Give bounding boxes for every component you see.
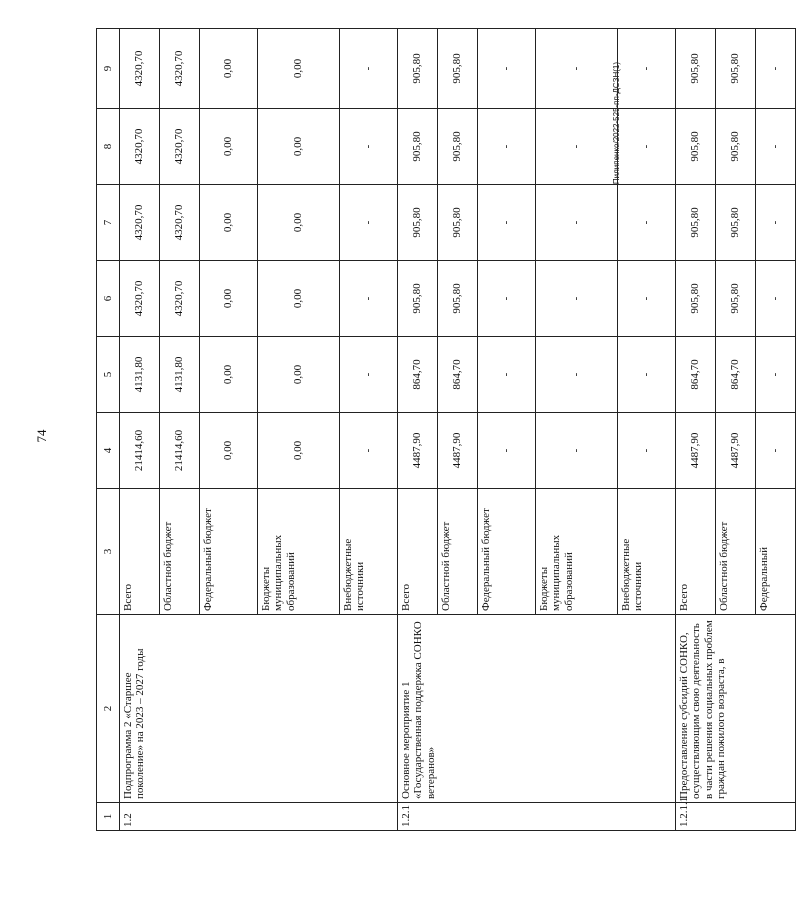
amount-cell: 0,00 <box>200 29 258 109</box>
amount-cell: - <box>618 413 676 489</box>
amount-cell: 905,80 <box>716 185 756 261</box>
amount-cell: 4320,70 <box>120 109 160 185</box>
amount-cell: 864,70 <box>676 337 716 413</box>
amount-cell: 905,80 <box>676 185 716 261</box>
document-code: Пилипенко/2022-525-пп-ДСЗН(1) <box>612 62 621 185</box>
amount-cell: - <box>756 109 796 185</box>
budget-table <box>96 28 796 831</box>
amount-cell: 905,80 <box>716 261 756 337</box>
amount-cell: 0,00 <box>258 29 340 109</box>
amount-cell: 864,70 <box>716 337 756 413</box>
table-row <box>676 29 716 831</box>
amount-cell: 0,00 <box>258 185 340 261</box>
funding-source-cell: Федеральный бюджет <box>478 489 536 615</box>
funding-source-cell: Бюджеты муниципальных образований <box>258 489 340 615</box>
amount-cell: 864,70 <box>398 337 438 413</box>
header-cell: 1 <box>97 803 120 831</box>
amount-cell: - <box>340 337 398 413</box>
item-code-cell: 1.2 <box>120 803 398 831</box>
amount-cell: 4487,90 <box>398 413 438 489</box>
funding-source-cell: Всего <box>676 489 716 615</box>
header-cell: 3 <box>97 489 120 615</box>
amount-cell: - <box>478 29 536 109</box>
funding-source-cell: Бюджеты муниципальных образований <box>536 489 618 615</box>
item-name-cell: Основное мероприятие 1 «Государственная поддержка СОНКО ветеранов» <box>398 615 676 803</box>
amount-cell: 4487,90 <box>438 413 478 489</box>
funding-source-cell: Всего <box>398 489 438 615</box>
amount-cell: - <box>756 185 796 261</box>
amount-cell: 905,80 <box>438 185 478 261</box>
amount-cell: - <box>340 413 398 489</box>
amount-cell: - <box>536 413 618 489</box>
amount-cell: - <box>478 185 536 261</box>
amount-cell: - <box>536 185 618 261</box>
amount-cell: 4487,90 <box>676 413 716 489</box>
header-cell: 7 <box>97 185 120 261</box>
amount-cell: - <box>618 261 676 337</box>
amount-cell: - <box>536 261 618 337</box>
amount-cell: - <box>756 261 796 337</box>
amount-cell: 0,00 <box>258 109 340 185</box>
funding-source-cell: Внебюджетные источники <box>340 489 398 615</box>
amount-cell: - <box>340 185 398 261</box>
amount-cell: 0,00 <box>258 413 340 489</box>
item-name-cell: Подпрограмма 2 «Старшее поколение» на 2023 – 2027 годы <box>120 615 398 803</box>
amount-cell: - <box>756 413 796 489</box>
amount-cell: - <box>756 29 796 109</box>
amount-cell: 0,00 <box>200 413 258 489</box>
header-cell: 8 <box>97 109 120 185</box>
header-cell: 9 <box>97 29 120 109</box>
header-cell: 6 <box>97 261 120 337</box>
header-cell: 4 <box>97 413 120 489</box>
amount-cell: 905,80 <box>438 29 478 109</box>
amount-cell: 4131,80 <box>120 337 160 413</box>
amount-cell: - <box>478 109 536 185</box>
amount-cell: - <box>618 337 676 413</box>
header-cell: 2 <box>97 615 120 803</box>
amount-cell: 21414,60 <box>120 413 160 489</box>
amount-cell: 4320,70 <box>120 261 160 337</box>
amount-cell: - <box>478 337 536 413</box>
amount-cell: 4320,70 <box>120 185 160 261</box>
amount-cell: - <box>618 185 676 261</box>
amount-cell: 905,80 <box>716 109 756 185</box>
amount-cell: - <box>618 29 676 109</box>
amount-cell: 905,80 <box>676 261 716 337</box>
amount-cell: 0,00 <box>258 337 340 413</box>
amount-cell: 905,80 <box>716 29 756 109</box>
amount-cell: 905,80 <box>438 109 478 185</box>
funding-source-cell: Федеральный бюджет <box>200 489 258 615</box>
table-row <box>398 29 438 831</box>
table-row <box>120 29 160 831</box>
amount-cell: - <box>536 337 618 413</box>
amount-cell: 0,00 <box>258 261 340 337</box>
amount-cell: - <box>478 413 536 489</box>
item-code-cell: 1.2.1.1 <box>676 803 796 831</box>
amount-cell: - <box>536 109 618 185</box>
amount-cell: 4320,70 <box>160 109 200 185</box>
funding-source-cell: Федеральный <box>756 489 796 615</box>
amount-cell: 905,80 <box>676 109 716 185</box>
amount-cell: - <box>618 109 676 185</box>
amount-cell: - <box>340 261 398 337</box>
item-code-cell: 1.2.1 <box>398 803 676 831</box>
header-cell: 5 <box>97 337 120 413</box>
funding-source-cell: Областной бюджет <box>438 489 478 615</box>
amount-cell: 0,00 <box>200 109 258 185</box>
header-row <box>97 29 120 831</box>
funding-source-cell: Областной бюджет <box>716 489 756 615</box>
amount-cell: 905,80 <box>398 185 438 261</box>
amount-cell: 905,80 <box>438 261 478 337</box>
amount-cell: - <box>756 337 796 413</box>
amount-cell: 4320,70 <box>160 185 200 261</box>
amount-cell: 0,00 <box>200 261 258 337</box>
amount-cell: 905,80 <box>398 261 438 337</box>
funding-source-cell: Всего <box>120 489 160 615</box>
amount-cell: 4320,70 <box>160 261 200 337</box>
funding-source-cell: Областной бюджет <box>160 489 200 615</box>
amount-cell: 864,70 <box>438 337 478 413</box>
page-number: 74 <box>34 429 49 443</box>
funding-source-cell: Внебюджетные источники <box>618 489 676 615</box>
item-name-cell: Предоставление субсидий СОНКО, осуществляющим свою деятельность в части решения социальных проблем граждан пожилого возраста, в <box>676 615 796 803</box>
amount-cell: 4487,90 <box>716 413 756 489</box>
amount-cell: - <box>536 29 618 109</box>
amount-cell: 905,80 <box>676 29 716 109</box>
amount-cell: 4320,70 <box>120 29 160 109</box>
amount-cell: - <box>340 109 398 185</box>
amount-cell: 21414,60 <box>160 413 200 489</box>
amount-cell: - <box>478 261 536 337</box>
amount-cell: 905,80 <box>398 29 438 109</box>
amount-cell: 4320,70 <box>160 29 200 109</box>
amount-cell: - <box>340 29 398 109</box>
amount-cell: 905,80 <box>398 109 438 185</box>
amount-cell: 0,00 <box>200 337 258 413</box>
amount-cell: 0,00 <box>200 185 258 261</box>
amount-cell: 4131,80 <box>160 337 200 413</box>
